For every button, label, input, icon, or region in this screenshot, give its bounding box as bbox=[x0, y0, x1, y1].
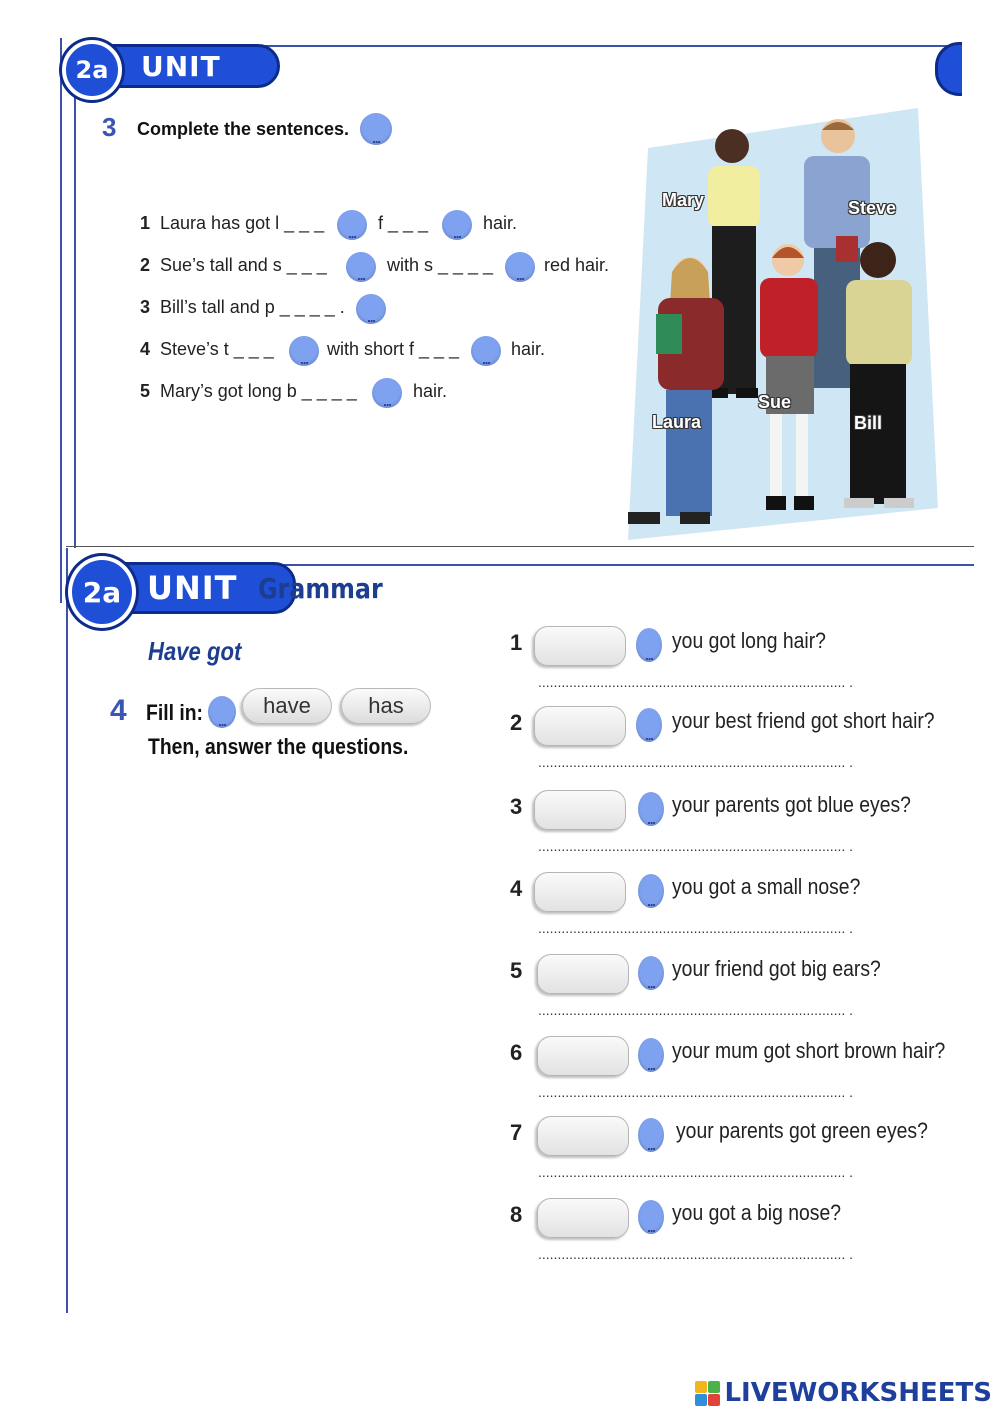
frame-left-line-bottom bbox=[66, 548, 68, 1313]
photo-label-mary: Mary bbox=[662, 190, 705, 210]
grammar-unit-label: UNIT bbox=[114, 562, 296, 614]
sentence-4 bbox=[140, 339, 274, 360]
sentence-part: Steve’s t _ _ _ bbox=[160, 339, 274, 359]
answer-drop-box[interactable] bbox=[537, 954, 629, 994]
sentence-part: Laura has got l _ _ _ bbox=[160, 213, 325, 233]
question-text: your parents got blue eyes? bbox=[672, 792, 911, 817]
photo-label-bill: Bill bbox=[854, 413, 883, 433]
exercise-4-number: 4 bbox=[110, 694, 127, 727]
answer-line[interactable]: ............................................................................... . bbox=[538, 754, 854, 770]
sentence-number: 1 bbox=[140, 213, 151, 233]
answer-line[interactable]: ............................................................................... . bbox=[538, 1002, 854, 1018]
answer-dot[interactable] bbox=[289, 336, 319, 366]
answer-dot[interactable] bbox=[505, 252, 535, 282]
question-number: 8 bbox=[510, 1202, 523, 1227]
sentence-number: 3 bbox=[140, 297, 151, 317]
sentence-number: 4 bbox=[140, 339, 151, 359]
section-divider bbox=[66, 546, 974, 547]
sentence-part: Sue’s tall and s _ _ _ bbox=[160, 255, 327, 275]
answer-line[interactable]: ............................................................................... . bbox=[538, 920, 854, 936]
frame-left-line-top bbox=[60, 38, 62, 603]
answer-dot[interactable] bbox=[636, 708, 662, 742]
exercise-3-number: 3 bbox=[102, 112, 117, 142]
question-number: 6 bbox=[510, 1040, 523, 1065]
sentence-2 bbox=[140, 255, 327, 276]
sentence-part: f _ _ _ bbox=[378, 213, 429, 233]
sentence-part: red hair. bbox=[544, 255, 610, 275]
question-number: 5 bbox=[510, 958, 523, 983]
sentence-number: 2 bbox=[140, 255, 151, 275]
answer-dot[interactable] bbox=[356, 294, 386, 324]
fill-in-audio-button[interactable] bbox=[208, 696, 236, 728]
answer-drop-box[interactable] bbox=[534, 790, 626, 830]
frame-grammar-line bbox=[230, 564, 974, 566]
then-answer-instruction: Then, answer the questions. bbox=[148, 734, 409, 759]
answer-drop-box[interactable] bbox=[534, 626, 626, 666]
answer-drop-box[interactable] bbox=[537, 1116, 629, 1156]
answer-drop-box[interactable] bbox=[537, 1198, 629, 1238]
question-number: 3 bbox=[510, 794, 523, 819]
answer-drop-box[interactable] bbox=[537, 1036, 629, 1076]
answer-dot[interactable] bbox=[471, 336, 501, 366]
students-illustration bbox=[628, 108, 946, 540]
answer-drop-box[interactable] bbox=[534, 872, 626, 912]
grammar-subtitle: Have got bbox=[148, 636, 242, 666]
question-number: 4 bbox=[510, 876, 523, 901]
sentence-1 bbox=[140, 213, 324, 234]
logo-icon bbox=[695, 1381, 720, 1406]
question-text: you got a small nose? bbox=[672, 874, 861, 899]
answer-dot[interactable] bbox=[442, 210, 472, 240]
answer-dot[interactable] bbox=[638, 874, 664, 908]
sentence-5 bbox=[140, 381, 357, 402]
answer-dot[interactable] bbox=[638, 956, 664, 990]
answer-line[interactable]: ............................................................................... . bbox=[538, 1246, 854, 1262]
answer-dot[interactable] bbox=[638, 1118, 664, 1152]
question-number: 2 bbox=[510, 710, 523, 735]
grammar-unit-number: 2a bbox=[68, 556, 136, 628]
logo-text: LIVEWORKSHEETS bbox=[724, 1378, 992, 1408]
grammar-title: Grammar bbox=[258, 572, 383, 605]
answer-line[interactable]: ............................................................................... . bbox=[538, 1084, 854, 1100]
sentence-part: Mary’s got long b _ _ _ _ bbox=[160, 381, 357, 401]
question-text: your best friend got short hair? bbox=[672, 708, 935, 733]
unit-label: UNIT bbox=[104, 44, 280, 88]
sentence-part: Bill’s tall and p _ _ _ _ . bbox=[160, 297, 345, 317]
photo-label-sue: Sue bbox=[758, 392, 792, 412]
answer-dot[interactable] bbox=[638, 792, 664, 826]
students-photo bbox=[628, 108, 946, 540]
answer-line[interactable]: ............................................................................... . bbox=[538, 674, 854, 690]
sentence-part: hair. bbox=[511, 339, 546, 359]
answer-dot[interactable] bbox=[337, 210, 367, 240]
answer-dot[interactable] bbox=[636, 628, 662, 662]
edge-badge-fragment bbox=[935, 42, 962, 96]
answer-line[interactable]: ............................................................................... . bbox=[538, 1164, 854, 1180]
question-text: you got a big nose? bbox=[672, 1200, 842, 1225]
question-text: your mum got short brown hair? bbox=[672, 1038, 946, 1063]
question-text: your friend got big ears? bbox=[672, 956, 881, 981]
instruction-audio-button[interactable] bbox=[360, 113, 392, 145]
question-text: you got long hair? bbox=[672, 628, 826, 653]
exercise-3-instruction: Complete the sentences. bbox=[137, 119, 350, 139]
frame-inner-line-top bbox=[74, 70, 76, 548]
unit-number: 2a bbox=[62, 40, 122, 100]
sentence-3 bbox=[140, 297, 345, 318]
answer-dot[interactable] bbox=[638, 1200, 664, 1234]
answer-dot[interactable] bbox=[346, 252, 376, 282]
sentence-part: with short f _ _ _ bbox=[327, 339, 460, 359]
sentence-part: with s _ _ _ _ bbox=[387, 255, 494, 275]
option-have[interactable]: have bbox=[242, 688, 332, 724]
option-has[interactable]: has bbox=[341, 688, 431, 724]
answer-dot[interactable] bbox=[372, 378, 402, 408]
question-text: your parents got green eyes? bbox=[676, 1118, 928, 1143]
question-number: 7 bbox=[510, 1120, 523, 1145]
liveworksheets-logo bbox=[695, 1378, 992, 1408]
frame-top-line bbox=[215, 45, 947, 47]
photo-label-laura: Laura bbox=[652, 412, 702, 432]
fill-in-label: Fill in: bbox=[146, 700, 203, 725]
sentence-number: 5 bbox=[140, 381, 151, 401]
answer-line[interactable]: ............................................................................... . bbox=[538, 838, 854, 854]
sentence-part: hair. bbox=[413, 381, 448, 401]
answer-drop-box[interactable] bbox=[534, 706, 626, 746]
question-number: 1 bbox=[510, 630, 523, 655]
sentence-part: hair. bbox=[483, 213, 518, 233]
photo-label-steve: Steve bbox=[848, 198, 897, 218]
answer-dot[interactable] bbox=[638, 1038, 664, 1072]
